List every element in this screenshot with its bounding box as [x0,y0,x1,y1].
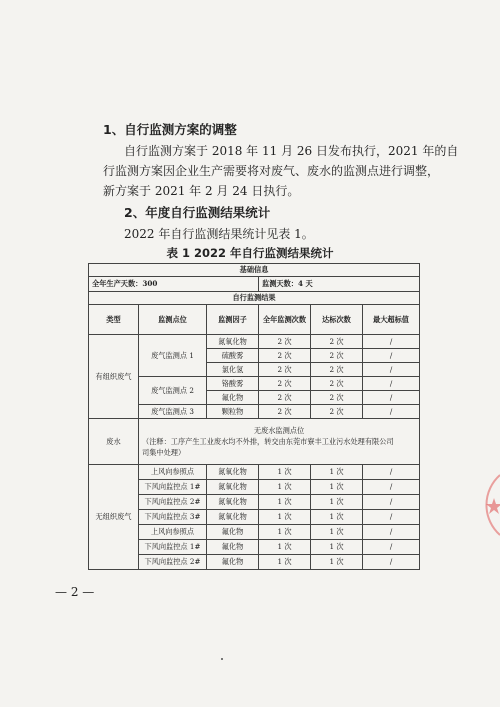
section1-heading: 1、自行监测方案的调整 [103,122,237,137]
max-cell: / [363,405,420,419]
pass-cell: 2 次 [311,377,363,391]
pass-cell: 1 次 [311,495,363,510]
wastewater-line2: （注释：工序产生工业废水均不外排，转交由东莞市寮丰工业污水处理有限公司 [142,437,394,446]
max-cell: / [363,391,420,405]
count-cell: 2 次 [259,335,311,349]
factor-cell: 氮氧化物 [207,495,259,510]
header-factor: 监测因子 [207,305,259,335]
company-seal-fragment [448,470,500,540]
table-row [89,419,420,465]
type-organized: 有组织废气 [89,335,139,419]
type-fugitive: 无组织废气 [89,465,139,570]
factor-cell: 氟化物 [207,555,259,570]
wastewater-note [139,419,420,465]
pass-cell: 2 次 [311,335,363,349]
count-cell: 1 次 [259,525,311,540]
header-max-exceed: 最大超标值 [363,305,420,335]
table-row [89,525,420,540]
factor-cell: 氮氧化物 [207,335,259,349]
point-name: 下风向监控点 3# [139,510,207,525]
count-cell: 1 次 [259,480,311,495]
table-row [89,510,420,525]
pass-cell: 2 次 [311,391,363,405]
section1-line1: 自行监测方案于 2018 年 11 月 26 日发布执行，2021 年的自 [124,144,459,158]
max-cell: / [363,540,420,555]
basic-info-header: 基础信息 [89,264,420,277]
count-cell: 1 次 [259,540,311,555]
point-name: 废气监测点 3 [139,405,207,419]
results-title: 自行监测结果 [89,292,420,305]
section2-line1: 2022 年自行监测结果统计见表 1。 [124,227,314,241]
point-name: 下风向监控点 1# [139,540,207,555]
factor-cell: 氟化物 [207,540,259,555]
point-name: 废气监测点 2 [139,377,207,405]
max-cell: / [363,555,420,570]
pass-cell: 1 次 [311,525,363,540]
factor-cell: 氮氧化物 [207,465,259,480]
max-cell: / [363,525,420,540]
max-cell: / [363,335,420,349]
table-row [89,405,420,419]
pass-cell: 1 次 [311,480,363,495]
point-name: 上风向参照点 [139,465,207,480]
count-cell: 2 次 [259,363,311,377]
pass-cell: 1 次 [311,555,363,570]
count-cell: 2 次 [259,377,311,391]
table-row [89,377,420,391]
production-days: 全年生产天数：300 [89,277,259,292]
section1-line3: 新方案于 2021 年 2 月 24 日执行。 [103,184,300,198]
header-type: 类型 [89,305,139,335]
header-pass-count: 达标次数 [311,305,363,335]
table-row [89,465,420,480]
factor-cell: 氟化物 [207,525,259,540]
pass-cell: 1 次 [311,510,363,525]
count-cell: 1 次 [259,510,311,525]
table-row [89,480,420,495]
table-row [89,335,420,349]
point-name: 废气监测点 1 [139,335,207,377]
wastewater-line3: 司集中处理） [142,448,186,457]
factor-cell: 铬酸雾 [207,377,259,391]
count-cell: 2 次 [259,405,311,419]
pass-cell: 1 次 [311,465,363,480]
count-cell: 2 次 [259,349,311,363]
max-cell: / [363,349,420,363]
header-annual-count: 全年监测次数 [259,305,311,335]
table-row [89,495,420,510]
pass-cell: 2 次 [311,349,363,363]
page-number: — 2 — [55,585,95,599]
max-cell: / [363,363,420,377]
max-cell: / [363,495,420,510]
factor-cell: 氮氧化物 [207,480,259,495]
pass-cell: 2 次 [311,405,363,419]
factor-cell: 氮氧化物 [207,510,259,525]
point-name: 下风向监控点 1# [139,480,207,495]
point-name: 上风向参照点 [139,525,207,540]
count-cell: 2 次 [259,391,311,405]
table-caption: 表 1 2022 年自行监测结果统计 [166,246,334,260]
count-cell: 1 次 [259,555,311,570]
table-row [89,540,420,555]
wastewater-line1: 无废水监测点位 [253,426,305,435]
table-row [89,555,420,570]
header-point: 监测点位 [139,305,207,335]
factor-cell: 氯化氢 [207,363,259,377]
scan-mark [221,658,223,660]
section2-heading: 2、年度自行监测结果统计 [124,205,271,220]
point-name: 下风向监控点 2# [139,495,207,510]
type-wastewater: 废水 [89,419,139,465]
pass-cell: 2 次 [311,363,363,377]
section1-line2: 行监测方案因企业生产需要将对废气、废水的监测点进行调整， [103,164,440,178]
max-cell: / [363,465,420,480]
max-cell: / [363,510,420,525]
pass-cell: 1 次 [311,540,363,555]
max-cell: / [363,480,420,495]
monitoring-results-table [88,263,420,570]
factor-cell: 硫酸雾 [207,349,259,363]
max-cell: / [363,377,420,391]
point-name: 下风向监控点 2# [139,555,207,570]
count-cell: 1 次 [259,495,311,510]
factor-cell: 颗粒物 [207,405,259,419]
monitoring-days: 监测天数：4 天 [259,277,420,292]
count-cell: 1 次 [259,465,311,480]
factor-cell: 氟化物 [207,391,259,405]
